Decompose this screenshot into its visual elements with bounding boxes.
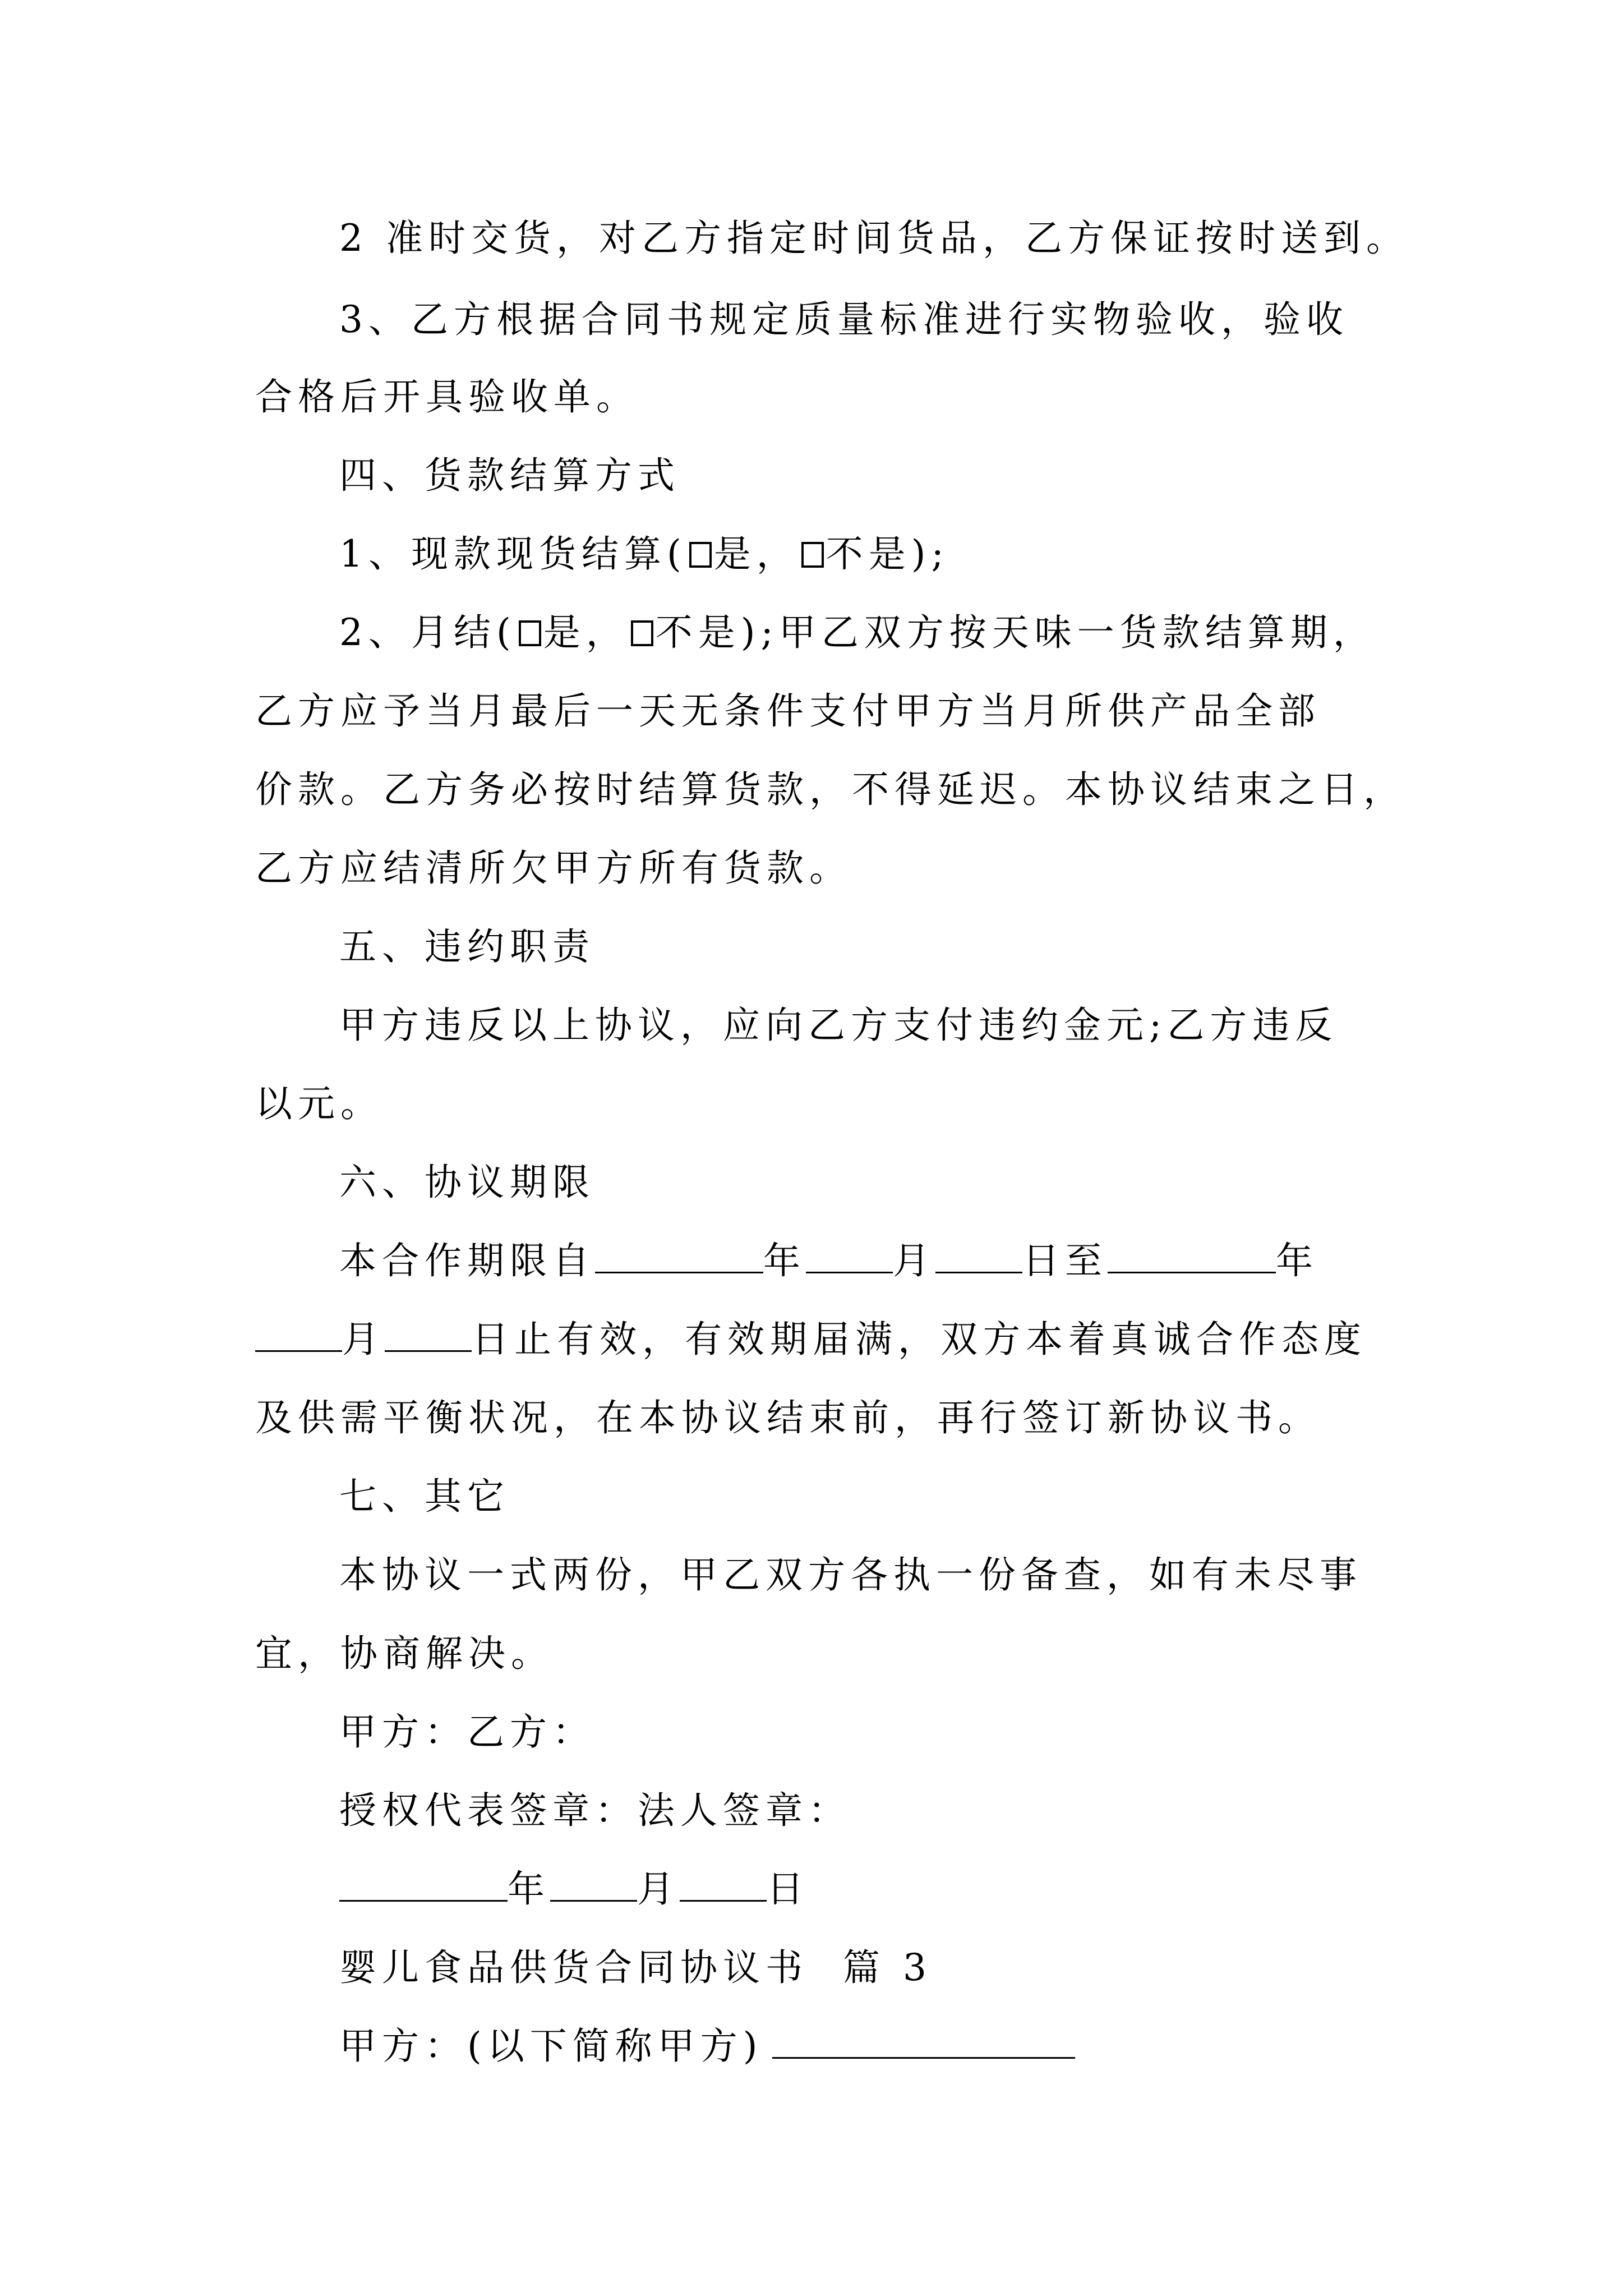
blank-end-month[interactable] (255, 1318, 342, 1352)
paragraph-other-line1: 本协议一式两份，甲乙双方各执一份备查，如有未尽事 (339, 1553, 1362, 1596)
checkbox-yes[interactable] (519, 620, 541, 646)
party-a-line: 甲方：(以下简称甲方) (339, 2024, 1075, 2069)
section-heading-payment: 四、货款结算方式 (339, 454, 680, 497)
checkbox-yes[interactable] (689, 542, 712, 568)
signature-parties: 甲方：乙方： (339, 1710, 595, 1754)
blank-start-day[interactable] (935, 1239, 1022, 1273)
paragraph-term-line1: 本合作期限自 年 月 日至 年 (339, 1239, 1318, 1282)
paragraph-monthly-settlement-line3: 价款。乙方务必按时结算货款，不得延迟。本协议结束之日， (255, 768, 1406, 811)
paragraph-other-line2: 宜，协商解决。 (255, 1632, 554, 1675)
contract-title-part3: 婴儿食品供货合同协议书 篇 3 (339, 1946, 932, 1989)
signature-date: 年 月 日 (339, 1867, 809, 1912)
blank-end-day[interactable] (385, 1318, 472, 1352)
blank-start-month[interactable] (806, 1239, 893, 1273)
paragraph-term-line2: 月 日止有效，有效期届满，双方本着真诚合作态度 (255, 1317, 1367, 1362)
paragraph-liability-line2: 以元。 (255, 1082, 383, 1125)
blank-end-year[interactable] (1108, 1239, 1276, 1273)
section-heading-liability: 五、违约职责 (339, 925, 595, 968)
paragraph-cash-settlement: 1、现款现货结算( 是， 不是); (339, 532, 949, 576)
paragraph-delivery-on-time: 2 准时交货，对乙方指定时间货品，乙方保证按时送到。 (339, 217, 1409, 260)
paragraph-monthly-settlement-line2: 乙方应予当月最后一天无条件支付甲方当月所供产品全部 (255, 689, 1321, 733)
blank-sign-day[interactable] (680, 1867, 767, 1902)
section-heading-other: 七、其它 (339, 1475, 510, 1518)
paragraph-liability-line1: 甲方违反以上协议，应向乙方支付违约金元;乙方违反 (339, 1004, 1338, 1047)
checkbox-no[interactable] (631, 620, 653, 646)
paragraph-monthly-settlement-line1: 2、月结( 是， 不是);甲乙双方按天味一货款结算期， (339, 611, 1376, 654)
paragraph-monthly-settlement-line4: 乙方应结清所欠甲方所有货款。 (255, 846, 852, 890)
checkbox-no[interactable] (801, 542, 824, 568)
blank-start-year[interactable] (595, 1239, 763, 1273)
blank-party-a-name[interactable] (772, 2024, 1075, 2059)
section-heading-term: 六、协议期限 (339, 1161, 595, 1204)
signature-representatives: 授权代表签章：法人签章： (339, 1789, 851, 1832)
blank-sign-month[interactable] (550, 1867, 637, 1902)
paragraph-inspection-line2: 合格后开具验收单。 (255, 375, 639, 418)
paragraph-inspection-line1: 3、乙方根据合同书规定质量标准进行实物验收，验收 (339, 298, 1349, 341)
blank-sign-year[interactable] (339, 1867, 508, 1902)
paragraph-term-line3: 及供需平衡状况，在本协议结束前，再行签订新协议书。 (255, 1396, 1321, 1439)
